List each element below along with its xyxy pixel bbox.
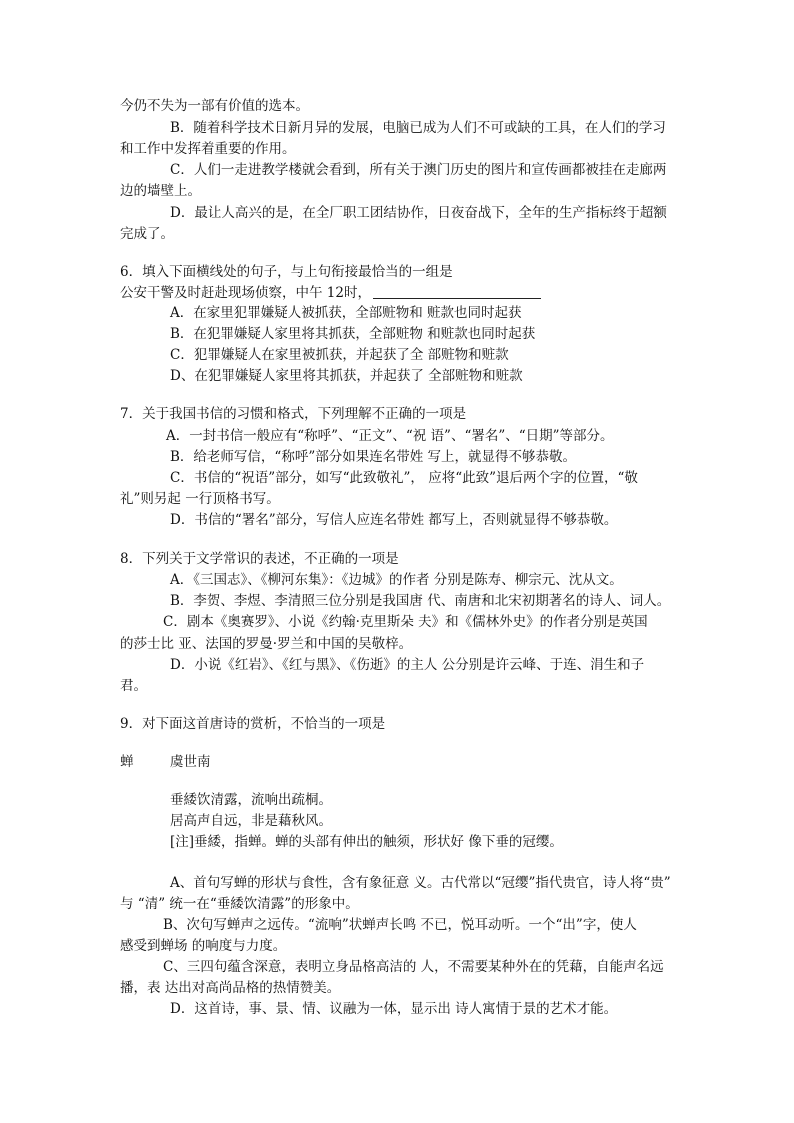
question-9-option-a-line1: A、首句写蝉的形状与食性，含有象征意 义。古代常以“冠缨”指代贵官，诗人将“贵” <box>170 875 671 891</box>
question-8-option-c-line1: C．剧本《奥赛罗》、小说《约翰·克里斯朵 夫》和《儒林外史》的作者分别是英国 <box>163 614 648 630</box>
question-6-option-c: C．犯罪嫌疑人在家里被抓获，并起获了全 部赃物和赃款 <box>170 347 509 363</box>
option-c-line2: 边的墙壁上。 <box>120 183 201 199</box>
option-c-line1: C．人们一走进教学楼就会看到，所有关于澳门历史的图片和宣传画都被挂在走廊两 <box>170 162 667 178</box>
question-8-title: 8．下列关于文学常识的表述，不正确的一项是 <box>120 551 399 567</box>
poem-line-2: 居高声自远，非是藉秋风。 <box>170 813 332 829</box>
question-7-option-b: B．给老师写信，“称呼”部分如果连名带姓 写上，就显得不够恭敬。 <box>170 449 577 465</box>
question-6-stem-text: 公安干警及时赶赴现场侦察，中午 12时， <box>120 285 371 301</box>
question-9-option-c-line1: C、三四句蕴含深意，表明立身品格高洁的 人，不需要某种外在的凭藉，自能声名远 <box>163 959 664 975</box>
poem-title: 蝉 <box>120 754 134 770</box>
question-8-option-b: B．李贺、李煜、李清照三位分别是我国唐 代、南唐和北宋初期著名的诗人、词人。 <box>170 593 671 609</box>
question-8-option-a: A．《三国志》、《柳河东集》：《边城》的作者 分别是陈寿、柳宗元、沈从文。 <box>170 572 623 588</box>
question-9-option-a-line2: 与 “清” 统一在“垂緌饮清露”的形象中。 <box>120 896 359 912</box>
question-9-option-b-line2: 感受到蝉场 的响度与力度。 <box>120 938 287 954</box>
question-7-option-d: D．书信的“署名”部分，写信人应连名带姓 都写上，否则就显得不够恭敬。 <box>170 512 618 528</box>
question-9-option-b-line1: B、次句写蝉声之远传。“流响”状蝉声长鸣 不已，悦耳动听。一个“出”字，使人 <box>163 917 637 933</box>
question-8-option-d-line1: D．小说《红岩》、《红与黑》、《伤逝》的主人 公分别是许云峰、于连、涓生和子 <box>170 657 645 673</box>
question-7-title: 7．关于我国书信的习惯和格式，下列理解不正确的一项是 <box>120 406 467 422</box>
poem-note: [注]垂緌，指蝉。蝉的头部有伸出的触须，形状好 像下垂的冠缨。 <box>170 834 563 850</box>
question-7-option-c-line2: 礼”则另起 一行顶格书写。 <box>120 491 280 507</box>
question-6-stem <box>120 283 541 303</box>
question-8-option-d-line2: 君。 <box>120 678 147 694</box>
question-9-title: 9．对下面这首唐诗的赏析，不恰当的一项是 <box>120 716 386 732</box>
question-6-option-b: B．在犯罪嫌疑人家里将其抓获，全部赃物 和赃款也同时起获 <box>170 326 536 342</box>
option-b-line2: 和工作中发挥着重要的作用。 <box>120 141 296 157</box>
option-b-line1: B．随着科学技术日新月异的发展，电脑已成为人们不可或缺的工具，在人们的学习 <box>170 120 666 136</box>
question-8-option-c-line2: 的莎士比 亚、法国的罗曼·罗兰和中国的吴敬梓。 <box>120 636 413 652</box>
question-9-option-d: D．这首诗，事、景、情、议融为一体，显示出 诗人寓情于景的艺术才能。 <box>170 1001 618 1017</box>
question-7-option-c-line1: C．书信的“祝语”部分，如写“此致敬礼”， 应将“此致”退后两个字的位置，“敬 <box>170 470 638 486</box>
answer-blank <box>373 284 541 299</box>
poem-line-1: 垂緌饮清露，流响出疏桐。 <box>170 792 332 808</box>
option-d-line2: 完成了。 <box>120 226 174 242</box>
question-9-option-c-line2: 播，表 达出对高尚品格的热情赞美。 <box>120 980 341 996</box>
option-d-line1: D．最让人高兴的是，在全厂职工团结协作，日夜奋战下，全年的生产指标终于超额 <box>170 205 667 221</box>
question-6-title: 6．填入下面横线处的句子，与上句衔接最恰当的一组是 <box>120 264 453 280</box>
question-6-option-d: D、在犯罪嫌疑人家里将其抓获，并起获了 全部赃物和赃款 <box>170 368 523 384</box>
question-7-option-a: A．一封书信一般应有“称呼”、“正文”、“祝 语”、“署名”、“日期”等部分。 <box>166 428 614 444</box>
poem-author: 虞世南 <box>170 754 211 770</box>
intro-continuation: 今仍不失为一部有价值的选本。 <box>120 98 309 114</box>
question-6-option-a: A．在家里犯罪嫌疑人被抓获，全部赃物和 赃款也同时起获 <box>170 305 522 321</box>
